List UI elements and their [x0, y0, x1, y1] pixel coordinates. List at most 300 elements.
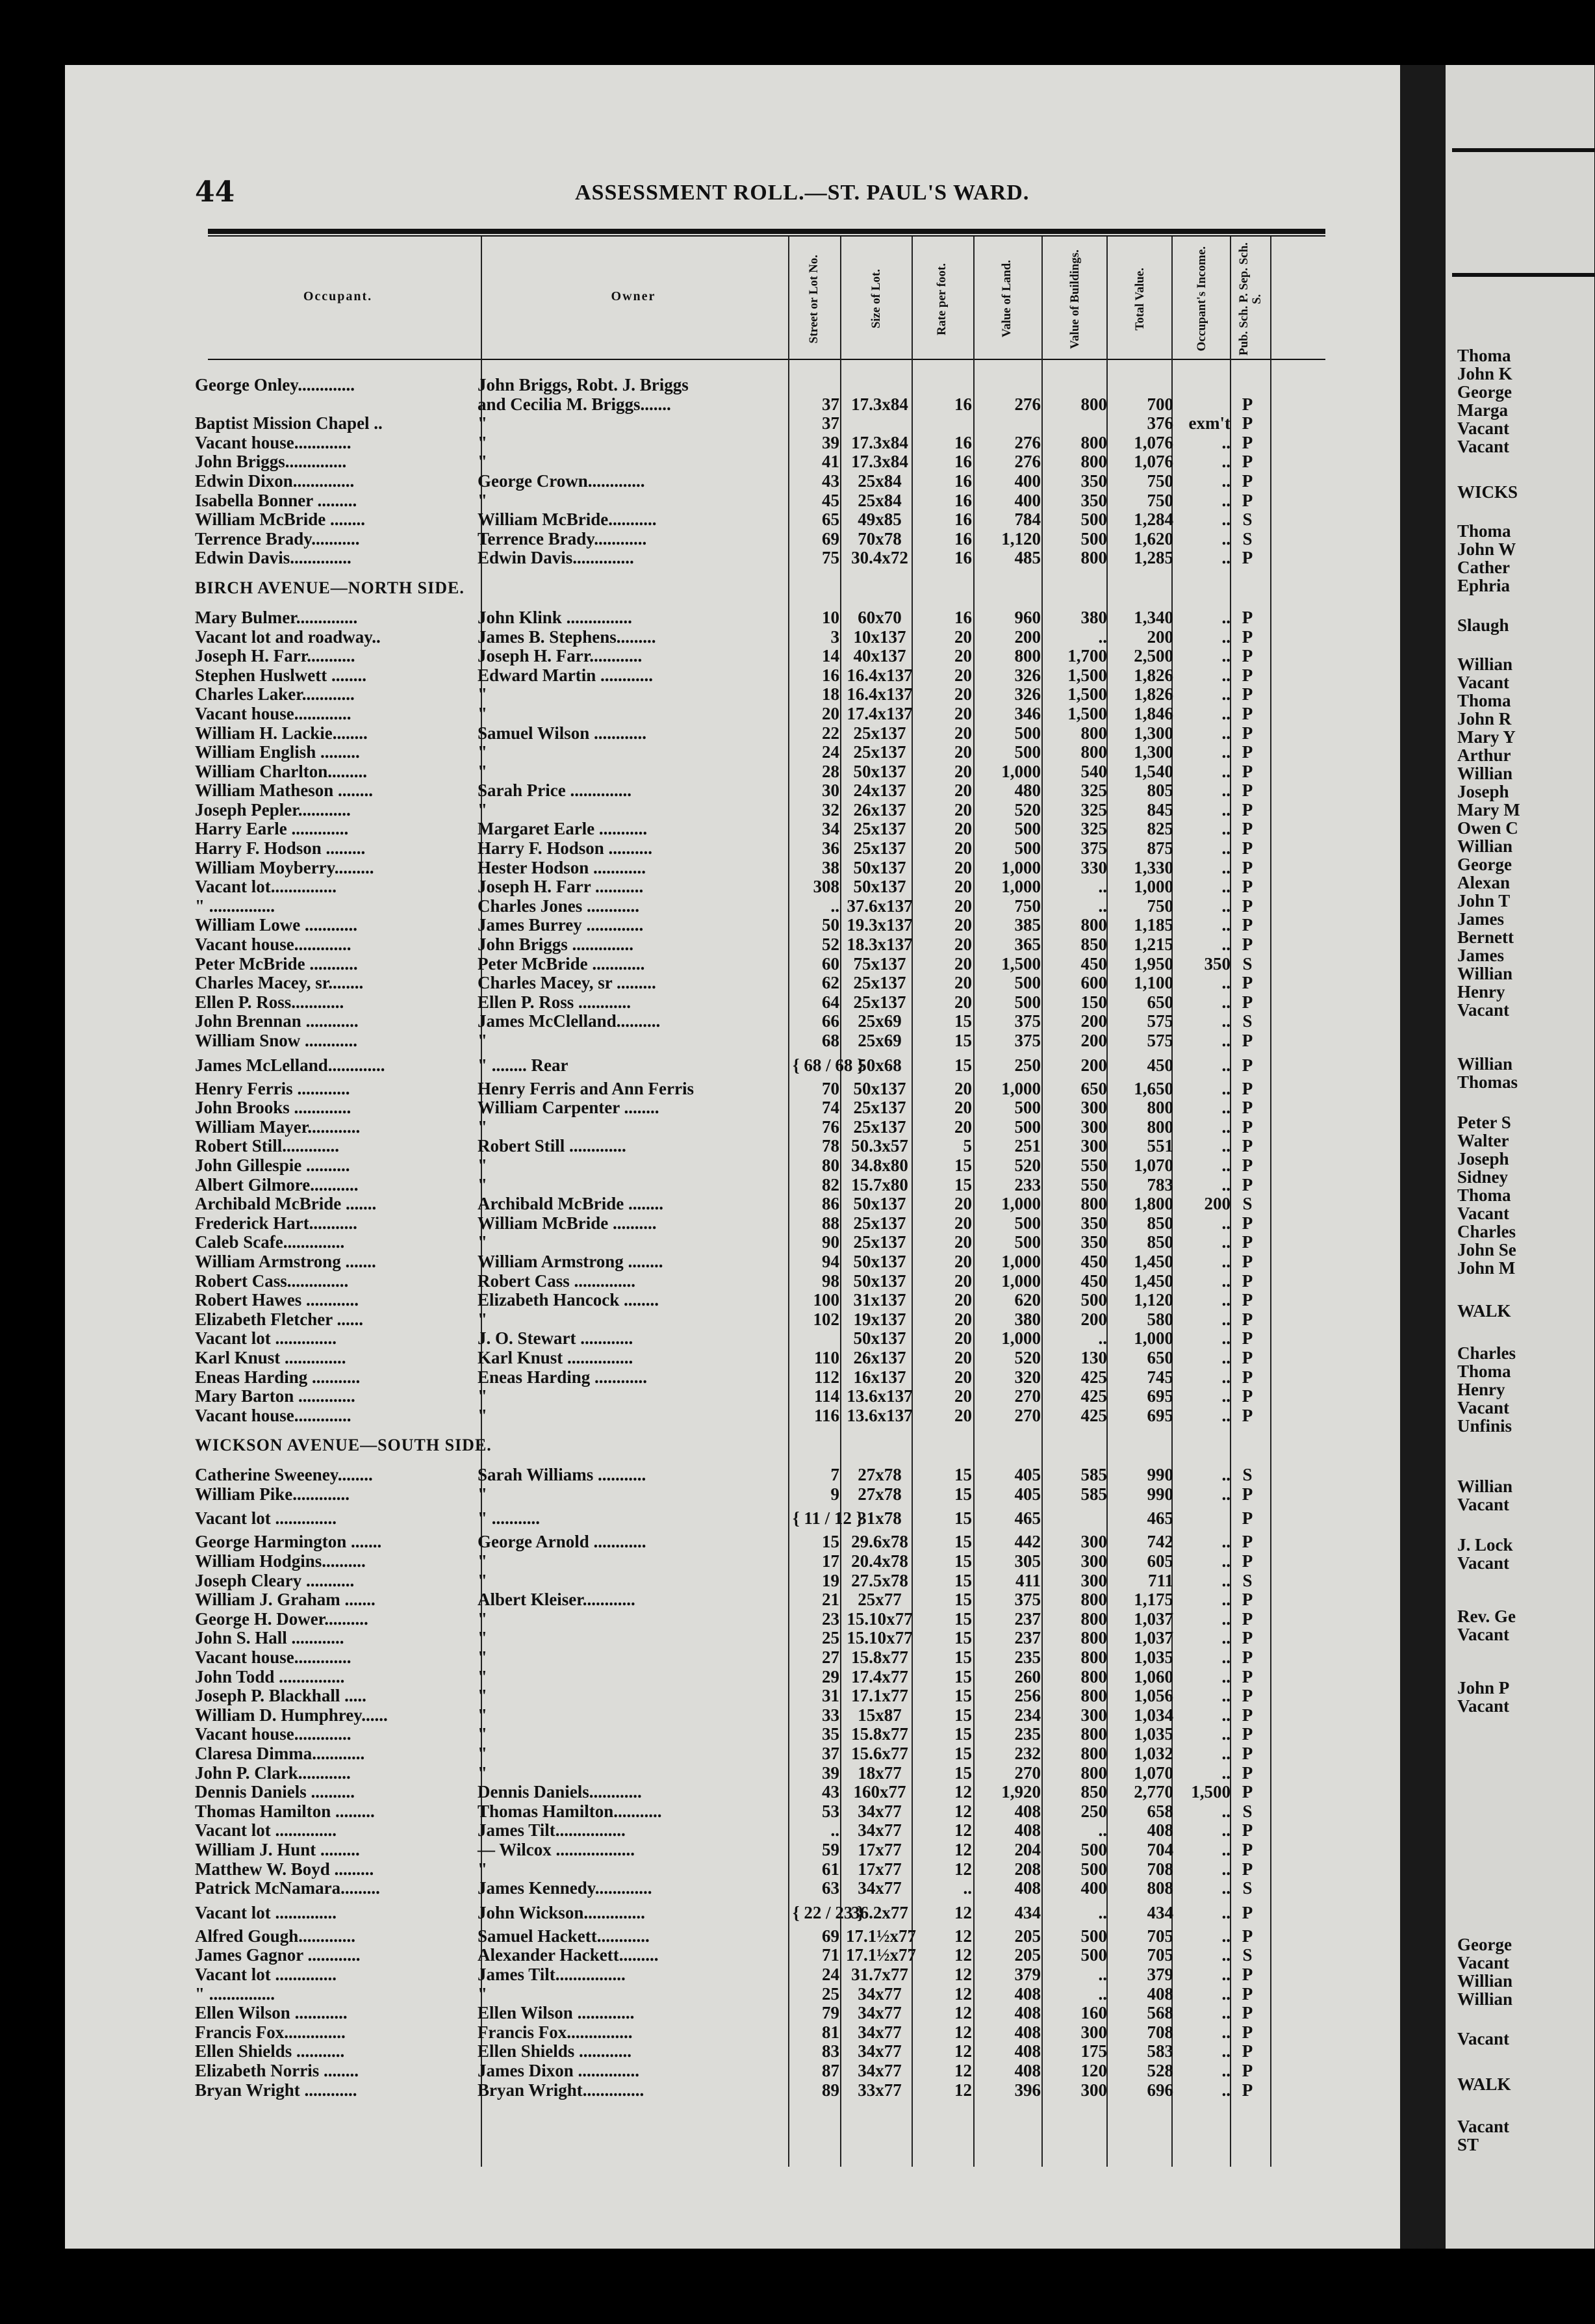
cell-inc: ..	[1221, 799, 1231, 820]
cell-inc: ..	[1221, 1686, 1231, 1706]
cell-sch: P	[1242, 1724, 1253, 1744]
cell-occ: George H. Dower..........	[195, 1608, 368, 1629]
right-page-entry: Mary Y	[1457, 727, 1516, 747]
table-row	[195, 1406, 1325, 1426]
cell-lot: 21	[822, 1590, 839, 1610]
cell-own: William McBride...........	[478, 510, 657, 530]
right-page-entry: Vacant	[1457, 2029, 1510, 2048]
cell-rate: 20	[954, 626, 972, 647]
cell-bld: 250	[1080, 1801, 1107, 1821]
cell-size: 50x137	[853, 877, 906, 897]
cell-size: 75x137	[853, 953, 906, 974]
cell-bld: 800	[1080, 548, 1107, 568]
cell-occ: John Brooks .............	[195, 1098, 351, 1118]
cell-bld: 800	[1080, 1724, 1107, 1744]
cell-land: 270	[1014, 1405, 1041, 1425]
cell-inc: ..	[1221, 1859, 1231, 1879]
cell-size: 34x77	[858, 2041, 902, 2061]
cell-land: 379	[1014, 1964, 1041, 1984]
cell-land: 411	[1015, 1570, 1041, 1590]
cell-rate: 15	[954, 1608, 972, 1629]
cell-size: 15.8x77	[851, 1724, 908, 1744]
cell-own: James Kennedy.............	[478, 1878, 652, 1898]
cell-lot: 39	[822, 432, 839, 452]
cell-own: "	[478, 761, 487, 781]
cell-tot: 705	[1147, 1945, 1173, 1965]
cell-sch: P	[1242, 1608, 1253, 1629]
cell-bld: 175	[1080, 2041, 1107, 2061]
cell-size: 25x137	[853, 1098, 906, 1118]
cell-occ: Vacant house.............	[195, 1405, 351, 1425]
section-heading: WICKSON AVENUE—SOUTH SIDE.	[195, 1436, 492, 1455]
cell-sch: S	[1242, 1194, 1253, 1214]
cell-tot: 711	[1147, 1570, 1173, 1590]
table-row	[195, 1329, 1325, 1349]
cell-sch: P	[1242, 1174, 1253, 1194]
cell-lot: 24	[822, 1964, 839, 1984]
cell-land: 465	[1014, 1508, 1041, 1529]
right-page-entry: Vacant	[1457, 1398, 1510, 1417]
cell-occ: Ellen Shields ...........	[195, 2041, 345, 2061]
cell-occ: John P. Clark............	[195, 1762, 351, 1783]
cell-land: 500	[1014, 819, 1041, 839]
cell-land: 408	[1014, 1983, 1041, 2004]
cell-land: 232	[1014, 1744, 1041, 1763]
cell-own: "	[478, 1647, 487, 1668]
cell-inc: ..	[1221, 2022, 1231, 2042]
table-row	[195, 1629, 1325, 1648]
cell-sch: P	[1242, 992, 1253, 1012]
cell-occ: Eneas Harding ...........	[195, 1367, 361, 1387]
cell-rate: 20	[954, 819, 972, 839]
cell-inc: ..	[1221, 761, 1231, 781]
running-title: ASSESSMENT ROLL.—ST. PAUL'S WARD.	[575, 181, 1030, 205]
cell-tot: 1,215	[1134, 935, 1173, 955]
cell-land: 620	[1014, 1290, 1041, 1310]
cell-size: 24x137	[853, 781, 906, 801]
cell-tot: 583	[1147, 2041, 1173, 2061]
table-row	[195, 1985, 1325, 2004]
cell-size: 31x137	[853, 1290, 906, 1310]
cell-tot: 745	[1147, 1367, 1173, 1387]
cell-own: "	[478, 1686, 487, 1706]
cell-land: 1,500	[1001, 953, 1041, 974]
cell-inc: ..	[1221, 838, 1231, 859]
cell-occ: Matthew W. Boyd .........	[195, 1859, 374, 1879]
cell-lot: 83	[822, 2041, 839, 2061]
right-page-entry: Willian	[1457, 764, 1513, 783]
cell-land: 396	[1014, 2080, 1041, 2100]
cell-size: 16.4x137	[847, 684, 913, 704]
cell-rate: 12	[954, 1902, 972, 1922]
right-page-entry: John K	[1457, 364, 1512, 383]
cell-land: 251	[1014, 1136, 1041, 1156]
cell-land: 1,000	[1001, 1194, 1041, 1214]
cell-sch: P	[1242, 684, 1253, 704]
cell-bld: 585	[1080, 1484, 1107, 1504]
table-row	[195, 1927, 1325, 1946]
cell-rate: 15	[954, 1011, 972, 1031]
right-page-entry: Thoma	[1457, 1362, 1511, 1381]
cell-inc: ..	[1221, 1839, 1231, 1859]
cell-bld: 1,500	[1067, 703, 1107, 723]
table-row	[195, 549, 1325, 568]
table-row	[195, 1272, 1325, 1291]
right-page-edge	[1446, 65, 1594, 2249]
cell-size: 15.10x77	[847, 1608, 913, 1629]
cell-tot: 408	[1147, 1820, 1173, 1840]
cell-lot: 86	[822, 1194, 839, 1214]
cell-tot: 750	[1147, 471, 1173, 491]
cell-lot: 50	[822, 915, 839, 935]
table-row	[195, 1725, 1325, 1744]
cell-land: 520	[1014, 1155, 1041, 1175]
cell-lot: 22	[822, 723, 839, 743]
cell-occ: Joseph Pepler............	[195, 799, 351, 820]
cell-bld: 540	[1080, 761, 1107, 781]
cell-occ: James McLelland.............	[195, 1055, 385, 1075]
cell-size: 60x70	[858, 607, 902, 627]
cell-land: 204	[1014, 1839, 1041, 1859]
cell-tot: 1,037	[1134, 1608, 1173, 1629]
cell-occ: Francis Fox..............	[195, 2022, 346, 2042]
cell-sch: P	[1242, 413, 1253, 433]
table-row	[195, 647, 1325, 666]
cell-bld: 800	[1080, 915, 1107, 935]
cell-rate: 15	[954, 1744, 972, 1763]
table-row	[195, 839, 1325, 859]
cell-own: "	[478, 1724, 487, 1744]
cell-tot: 528	[1147, 2060, 1173, 2080]
cell-own: Archibald McBride ........	[478, 1194, 663, 1214]
table-row	[195, 859, 1325, 878]
cell-bld: ..	[1098, 1328, 1107, 1349]
cell-size: 27x78	[858, 1465, 902, 1485]
cell-land: 234	[1014, 1705, 1041, 1725]
cell-inc: ..	[1221, 1031, 1231, 1050]
cell-tot: 695	[1147, 1386, 1173, 1406]
cell-rate: 20	[954, 838, 972, 859]
table-row	[195, 1648, 1325, 1668]
cell-occ: Vacant lot ..............	[195, 1902, 337, 1922]
cell-land: 375	[1014, 1590, 1041, 1610]
right-page-entry: Vacant	[1457, 1625, 1510, 1644]
cell-occ: Mary Barton .............	[195, 1386, 355, 1406]
cell-rate: 20	[954, 915, 972, 935]
cell-occ: Vacant house.............	[195, 1724, 351, 1744]
cell-inc: ..	[1221, 1878, 1231, 1898]
cell-inc: ..	[1221, 1271, 1231, 1291]
cell-lot: 3	[830, 626, 839, 647]
cell-sch: P	[1242, 1367, 1253, 1387]
cell-tot: 2,770	[1134, 1782, 1173, 1802]
cell-sch: P	[1242, 857, 1253, 877]
cell-occ: Charles Laker............	[195, 684, 355, 704]
cell-inc: ..	[1221, 1820, 1231, 1840]
cell-occ: Archibald McBride .......	[195, 1194, 377, 1214]
cell-rate: 15	[954, 1570, 972, 1590]
cell-land: 380	[1014, 1309, 1041, 1329]
cell-land: 385	[1014, 915, 1041, 935]
cell-own: Robert Cass ..............	[478, 1271, 635, 1291]
right-page-entry: Willian	[1457, 1971, 1513, 1991]
cell-occ: Vacant lot and roadway..	[195, 626, 381, 647]
cell-tot: 1,300	[1134, 723, 1173, 743]
right-page-entry: Willian	[1457, 654, 1513, 674]
table-row	[195, 530, 1325, 549]
cell-rate: 20	[954, 646, 972, 666]
cell-rate: 15	[954, 1465, 972, 1485]
right-page-entry: Vacant	[1457, 1553, 1510, 1573]
right-page-entry: Arthur	[1457, 745, 1511, 765]
right-page-entry: John M	[1457, 1258, 1516, 1278]
cell-tot: 376	[1147, 413, 1173, 433]
cell-inc: ..	[1221, 684, 1231, 704]
cell-bld: 800	[1080, 1608, 1107, 1629]
right-page-entry: George	[1457, 382, 1512, 402]
cell-lot: 59	[822, 1839, 839, 1859]
cell-inc: ..	[1221, 723, 1231, 743]
right-page-entry: John P	[1457, 1678, 1510, 1698]
col-header-rate: Rate per foot.	[935, 263, 949, 335]
cell-sch: P	[1242, 1347, 1253, 1367]
table-row	[195, 1744, 1325, 1764]
cell-bld: 300	[1080, 1551, 1107, 1571]
cell-land: 326	[1014, 684, 1041, 704]
cell-own: Samuel Wilson ............	[478, 723, 647, 743]
cell-lot: 63	[822, 1878, 839, 1898]
cell-lot: 60	[822, 953, 839, 974]
cell-occ: Mary Bulmer..............	[195, 607, 358, 627]
cell-size: 25x137	[853, 838, 906, 859]
cell-inc: ..	[1221, 432, 1231, 452]
cell-tot: 1,100	[1134, 973, 1173, 993]
cell-own: Charles Macey, sr .........	[478, 973, 656, 993]
table-row	[195, 2004, 1325, 2023]
cell-inc: ..	[1221, 1328, 1231, 1349]
cell-size: 26x137	[853, 799, 906, 820]
cell-lot: 15	[822, 1532, 839, 1552]
cell-lot: 87	[822, 2060, 839, 2080]
right-page-entry: Willian	[1457, 1054, 1513, 1074]
cell-sch: P	[1242, 1271, 1253, 1291]
cell-rate: 12	[954, 1859, 972, 1879]
right-page-entry: Thomas	[1457, 1072, 1518, 1092]
cell-size: 50.3x57	[851, 1136, 908, 1156]
cell-own: "	[478, 1705, 487, 1725]
cell-sch: P	[1242, 1532, 1253, 1552]
cell-lot: 28	[822, 761, 839, 781]
cell-lot: 53	[822, 1801, 839, 1821]
right-page-entry: Vacant	[1457, 1696, 1510, 1716]
cell-own: George Arnold ............	[478, 1532, 646, 1552]
cell-inc: ..	[1221, 1551, 1231, 1571]
cell-land: 408	[1014, 2003, 1041, 2023]
cell-rate: 15	[954, 1647, 972, 1668]
cell-land: 270	[1014, 1386, 1041, 1406]
cell-own: Margaret Earle ...........	[478, 819, 648, 839]
cell-inc: ..	[1221, 1945, 1231, 1965]
cell-inc: ..	[1221, 742, 1231, 762]
cell-occ: Bryan Wright ............	[195, 2080, 357, 2100]
right-page-entry: Joseph	[1457, 1149, 1509, 1168]
cell-own: "	[478, 432, 487, 452]
cell-own: Edwin Davis..............	[478, 548, 634, 568]
cell-bld: 200	[1080, 1309, 1107, 1329]
cell-occ: Patrick McNamara.........	[195, 1878, 380, 1898]
cell-tot: 575	[1147, 1011, 1173, 1031]
cell-occ: Elizabeth Norris ........	[195, 2060, 359, 2080]
table-row	[195, 1504, 1325, 1532]
cell-lot: 43	[822, 1782, 839, 1802]
cell-occ: Vacant house.............	[195, 432, 351, 452]
cell-land: 1,120	[1001, 528, 1041, 549]
cell-size: 49x85	[858, 510, 902, 530]
cell-tot: 1,034	[1134, 1705, 1173, 1725]
cell-inc: ..	[1221, 1608, 1231, 1629]
table-row	[195, 1031, 1325, 1051]
cell-sch: P	[1242, 452, 1253, 472]
cell-land: 485	[1014, 548, 1041, 568]
cell-lot: 61	[822, 1859, 839, 1879]
cell-rate: 20	[954, 1078, 972, 1098]
cell-own: Ellen Shields ............	[478, 2041, 632, 2061]
cell-sch: P	[1242, 877, 1253, 897]
cell-land: 1,920	[1001, 1782, 1041, 1802]
cell-inc: ..	[1221, 819, 1231, 839]
cell-occ: Joseph H. Farr...........	[195, 646, 355, 666]
cell-lot: 76	[822, 1117, 839, 1137]
cell-own: Bryan Wright..............	[478, 2080, 644, 2100]
cell-inc: ..	[1221, 1117, 1231, 1137]
cell-own: Hester Hodson ............	[478, 857, 646, 877]
cell-occ: John S. Hall ............	[195, 1628, 344, 1648]
cell-own: Francis Fox...............	[478, 2022, 633, 2042]
cell-land: 400	[1014, 490, 1041, 510]
cell-tot: 568	[1147, 2003, 1173, 2023]
cell-tot: 1,060	[1134, 1666, 1173, 1686]
cell-rate: 20	[954, 1405, 972, 1425]
cell-land: 276	[1014, 432, 1041, 452]
cell-sch: S	[1242, 1945, 1253, 1965]
cell-occ: Baptist Mission Chapel ..	[195, 413, 383, 433]
cell-land: 500	[1014, 723, 1041, 743]
cell-tot: 1,826	[1134, 665, 1173, 685]
cell-size: 50x137	[853, 1271, 906, 1291]
table-row	[195, 1686, 1325, 1706]
cell-land: 208	[1014, 1859, 1041, 1879]
cell-bld: 325	[1080, 781, 1107, 801]
table-row	[195, 510, 1325, 530]
cell-land: 800	[1014, 646, 1041, 666]
cell-tot: 708	[1147, 1859, 1173, 1879]
cell-own: William Carpenter ........	[478, 1098, 659, 1118]
cell-lot: 110	[813, 1347, 839, 1367]
cell-lot: 66	[822, 1011, 839, 1031]
cell-rate: 15	[954, 1174, 972, 1194]
cell-inc: ..	[1221, 607, 1231, 627]
cell-rate: 20	[954, 1347, 972, 1367]
cell-occ: William Lowe ............	[195, 915, 358, 935]
cell-occ: Frederick Hart...........	[195, 1213, 357, 1233]
right-page-entry: Rev. Ge	[1457, 1607, 1516, 1626]
cell-lot: 17	[822, 1551, 839, 1571]
cell-rate: 20	[954, 1367, 972, 1387]
cell-sch: P	[1242, 1926, 1253, 1946]
cell-bld: 300	[1080, 1136, 1107, 1156]
cell-tot: 800	[1147, 1098, 1173, 1118]
cell-size: 27x78	[858, 1484, 902, 1504]
cell-size: 15.10x77	[847, 1628, 913, 1648]
cell-land: 784	[1014, 510, 1041, 530]
right-page-entry: Charles	[1457, 1222, 1516, 1241]
cell-inc: ..	[1221, 1465, 1231, 1485]
cell-sch: P	[1242, 1839, 1253, 1859]
table-row	[195, 801, 1325, 820]
cell-land: 346	[1014, 703, 1041, 723]
cell-sch: P	[1242, 1155, 1253, 1175]
cell-occ: Terrence Brady...........	[195, 528, 360, 549]
header-rule	[208, 229, 1325, 234]
cell-tot: 708	[1147, 2022, 1173, 2042]
cell-rate: 20	[954, 1309, 972, 1329]
cell-inc: ..	[1221, 1570, 1231, 1590]
table-row	[195, 608, 1325, 628]
cell-bld: 800	[1080, 1686, 1107, 1706]
cell-inc: ..	[1221, 665, 1231, 685]
cell-size: 25x137	[853, 1232, 906, 1252]
cell-tot: 750	[1147, 490, 1173, 510]
cell-sch: P	[1242, 1666, 1253, 1686]
cell-tot: 1,340	[1134, 607, 1173, 627]
cell-sch: P	[1242, 1078, 1253, 1098]
cell-occ: Robert Still.............	[195, 1136, 339, 1156]
cell-tot: 1,056	[1134, 1686, 1173, 1706]
cell-lot: 14	[822, 646, 839, 666]
col-header-total: Total Value.	[1133, 267, 1147, 331]
cell-land: 1,000	[1001, 1328, 1041, 1349]
cell-rate: 16	[954, 452, 972, 472]
cell-rate: 20	[954, 1290, 972, 1310]
right-page-entry: Vacant	[1457, 1495, 1510, 1514]
cell-own: Charles Jones ............	[478, 896, 639, 916]
cell-rate: 16	[954, 510, 972, 530]
table-row	[195, 1368, 1325, 1388]
cell-occ: William Moyberry.........	[195, 857, 374, 877]
cell-own: Samuel Hackett............	[478, 1926, 650, 1946]
cell-rate: 20	[954, 799, 972, 820]
cell-inc: ..	[1221, 1055, 1231, 1075]
table-row	[195, 1233, 1325, 1252]
cell-land: 500	[1014, 973, 1041, 993]
right-page-entry: Marga	[1457, 400, 1508, 420]
cell-sch: P	[1242, 973, 1253, 993]
cell-sch: P	[1242, 1782, 1253, 1802]
cell-bld: 120	[1080, 2060, 1107, 2080]
table-row	[195, 955, 1325, 974]
cell-lot: 23	[822, 1608, 839, 1629]
cell-tot: 1,076	[1134, 452, 1173, 472]
cell-own: William McBride ..........	[478, 1213, 657, 1233]
cell-own: "	[478, 742, 487, 762]
cell-inc: ..	[1221, 1174, 1231, 1194]
cell-inc: ..	[1221, 896, 1231, 916]
cell-lot: 65	[822, 510, 839, 530]
cell-inc: ..	[1221, 1078, 1231, 1098]
table-row	[195, 1098, 1325, 1118]
right-page-entry: WALK	[1457, 2074, 1511, 2094]
cell-occ: Vacant lot ..............	[195, 1964, 337, 1984]
